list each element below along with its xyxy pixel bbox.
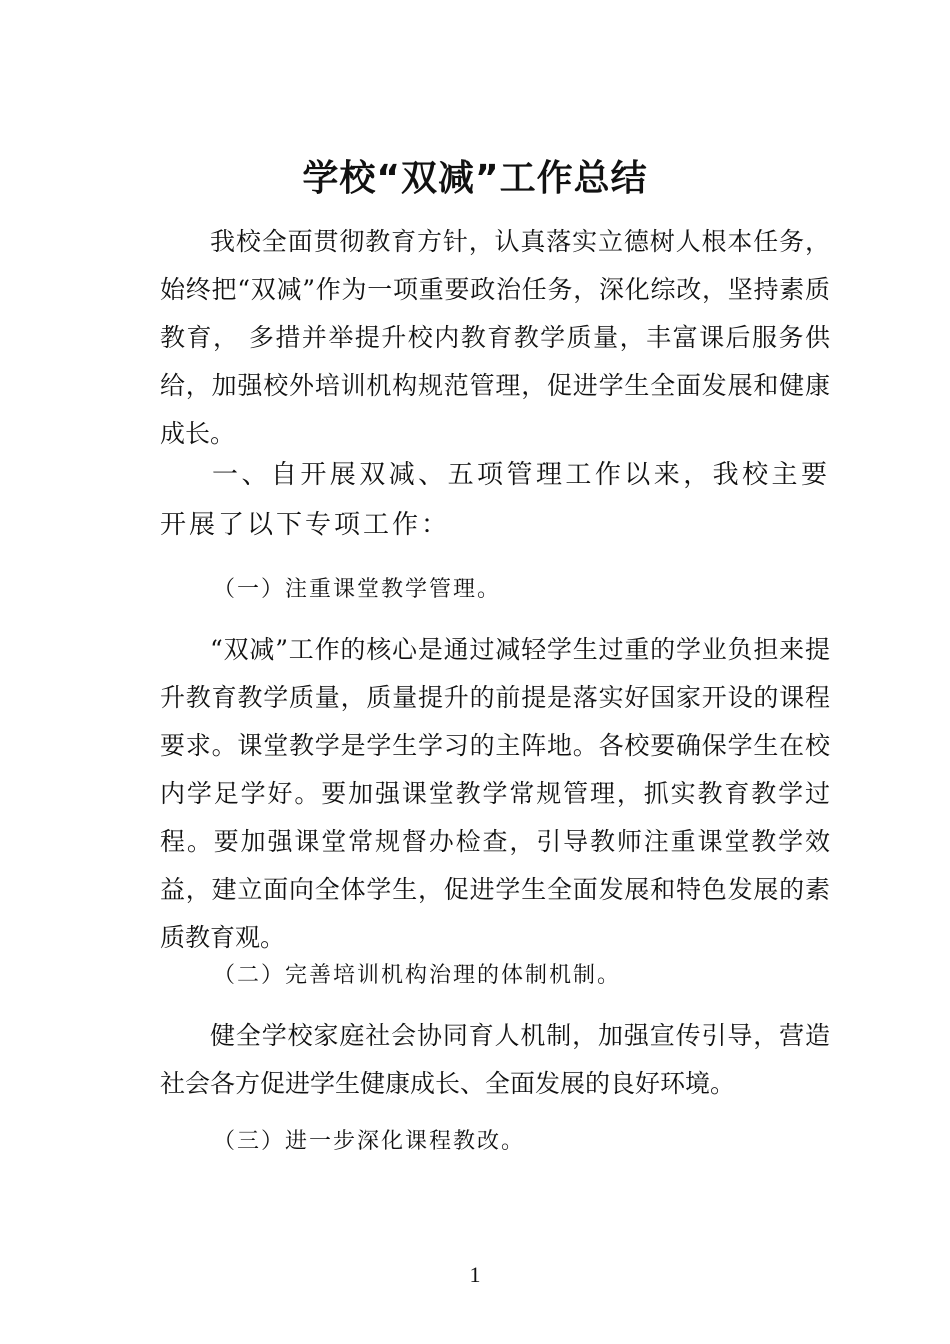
intro-paragraph: 我校全面贯彻教育方针，认真落实立德树人根本任务，始终把“双减”作为一项重要政治任务，深化综改，坚持素质教育， 多措并举提升校内教育教学质量，丰富课后服务供给，加强校外培训机构规范管理，促进学生全面发展和健康成长。: [160, 227, 830, 448]
document-title: 学校“双减”工作总结: [302, 158, 648, 199]
page-number: 1: [469, 1262, 481, 1287]
subheading-3: （三）进一步深化课程教改。: [213, 1129, 526, 1154]
section-heading-1: 一、自开展双减、五项管理工作以来，我校主要开展了以下专项工作：: [160, 460, 830, 540]
subheading-1: （一）注重课堂教学管理。: [213, 577, 502, 602]
paragraph-1: “双减”工作的核心是通过减轻学生过重的学业负担来提升教育教学质量，质量提升的前提是落实好国家开设的课程要求。课堂教学是学生学习的主阵地。各校要确保学生在校内学足学好。要加强课堂教学常规管理，抓实教育教学过程。要加强课堂常规督办检查，引导教师注重课堂教学效益，建立面向全体学生，促进学生全面发展和特色发展的素质教育观。: [160, 635, 830, 952]
subheading-2: （二）完善培训机构治理的体制机制。: [213, 963, 622, 988]
paragraph-2: 健全学校家庭社会协同育人机制，加强宣传引导，营造社会各方促进学生健康成长、全面发展的良好环境。: [160, 1021, 830, 1098]
